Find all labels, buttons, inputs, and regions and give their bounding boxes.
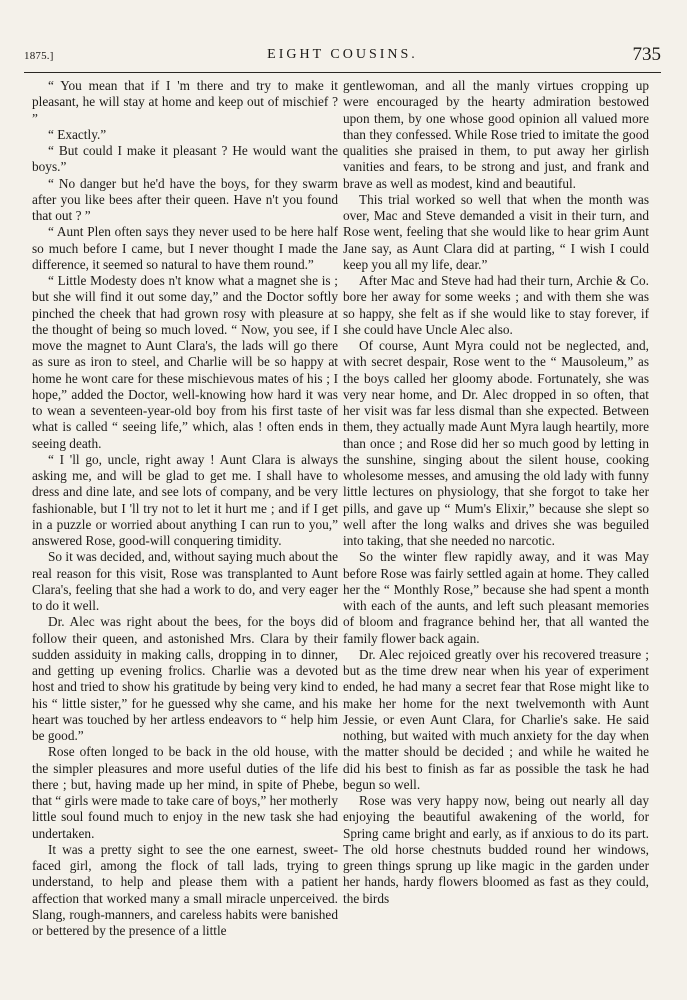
- paragraph: “ But could I make it pleasant ? He would want the boys.”: [32, 143, 338, 175]
- page-number: 735: [632, 44, 661, 65]
- paragraph: It was a pretty sight to see the one earnest, sweet-faced girl, among the flock of tall lads, trying to understand, to help and please them with a patient affection that worked many a small miracle unperceived. Slang, rough-manners, and careless habits were banished or bettered by the presence of a little: [32, 841, 338, 938]
- paragraph: “ Little Modesty does n't know what a magnet she is ; but she will find it out some day,” and the Doctor softly pinched the cheek that had grown rosy with pleasure at the thought of being so much loved. “ Now, you see, if I move the magnet to Aunt Clara's, the lads will go there as sure as iron to steel, and Charlie will be so happy at home he wont care for these mischievous mates of his ; I hope,” added the Doctor, well-knowing how hard it was to wean a seventeen-year-old boy from his first taste of what is called “ seeing life,” which, alas ! often ends in seeing death.: [32, 273, 338, 451]
- header-date: 1875.]: [24, 50, 54, 62]
- paragraph: After Mac and Steve had had their turn, Archie & Co. bore her away for some weeks ; and with them she was so happy, she felt as if she would like to stay forever, if she could have Uncle Alec also.: [343, 273, 649, 337]
- paragraph: Of course, Aunt Myra could not be neglected, and, with secret despair, Rose went to the “ Mausoleum,” as the boys called her gloomy abode. Fortunately, she was very near home, and Dr. Alec dropped in so often, that her visit was far less dismal than she expected. Between them, they actually made Aunt Myra laugh heartily, more than once ; and Rose did her so much good by letting in the sunshine, singing about the silent house, cooking wholesome messes, and amusing the old lady with funny little lectures on physiology, that she forgot to take her pills, and gave up “ Mum's Elixir,” because she slept so well after the long walks and drives she was beguiled into taking, that she needed no narcotic.: [343, 338, 649, 548]
- paragraph: This trial worked so well that when the month was over, Mac and Steve demanded a visit in their turn, and Rose went, feeling that she would like to hear grim Aunt Jane say, as Aunt Clara did at parting, “ I wish I could keep you all my life, dear.”: [343, 191, 649, 272]
- paragraph: “ I 'll go, uncle, right away ! Aunt Clara is always asking me, and will be glad to get me. I shall have to dress and dine late, and see lots of company, and be very fashionable, but I 'll try not to let it hurt me ; and if I get in a puzzle or worried about anything I can run to you,” answered Rose, good-will conquering timidity.: [32, 451, 338, 548]
- paragraph: So the winter flew rapidly away, and it was May before Rose was fairly settled again at home. They called her the “ Monthly Rose,” because she had spent a month with each of the aunts, and left such pleasant memories of bloom and fragrance behind her, that all wanted the family flower back again.: [343, 549, 649, 646]
- header-rule: [24, 72, 661, 73]
- paragraph: “ You mean that if I 'm there and try to make it pleasant, he will stay at home and keep out of mischief ? ”: [32, 78, 338, 126]
- paragraph: “ No danger but he'd have the boys, for they swarm after you like bees after their queen. Have n't you found that out ? ”: [32, 175, 338, 223]
- paragraph: Rose was very happy now, being out nearly all day enjoying the beautiful awakening of the world, for Spring came bright and early, as if anxious to do its part. The old horse chestnuts budded round her windows, green things sprung up like magic in the garden under her hands, hardy flowers bloomed as fast as they could, the birds: [343, 793, 649, 906]
- header-title: EIGHT COUSINS.: [267, 47, 418, 62]
- paragraph: “ Exactly.”: [48, 126, 107, 142]
- right-column: [343, 78, 649, 988]
- left-column: [32, 78, 338, 988]
- paragraph: “ Aunt Plen often says they never used to be here half so much before I came, but I never thought I made the difference, it seemed so natural to have them round.”: [32, 224, 338, 272]
- paragraph-continuation: gentlewoman, and all the manly virtues cropping up were encouraged by the hearty admiration bestowed upon them, by one whose good opinion all valued more than they confessed. While Rose tried to imitate the good qualities she praised in them, to put away her girlish vanities and fears, to be strong and just, and frank and brave as well as modest, kind and beautiful.: [343, 78, 649, 191]
- paragraph: So it was decided, and, without saying much about the real reason for this visit, Rose was transplanted to Aunt Clara's, feeling that she had a work to do, and very eager to do it well.: [32, 549, 338, 613]
- running-header: [24, 44, 661, 70]
- paragraph: Rose often longed to be back in the old house, with the simpler pleasures and more useful duties of the life there ; but, having made up her mind, in spite of Phebe, that “ girls were made to take care of boys,” her motherly little soul found much to enjoy in the new task she had undertaken.: [32, 744, 338, 841]
- paragraph: Dr. Alec rejoiced greatly over his recovered treasure ; but as the time drew near when his year of experiment ended, he had many a secret fear that Rose might like to make her home for the next twelvemonth with Aunt Jessie, or even Aunt Clara, for Charlie's sake. He said nothing, but waited with much anxiety for the day when the matter should be decided ; and while he waited he did his best to finish as far as possible the task he had begun so well.: [343, 646, 649, 792]
- paragraph: Dr. Alec was right about the bees, for the boys did follow their queen, and astonished Mrs. Clara by their sudden assiduity in making calls, dropping in to dinner, and getting up evening frolics. Charlie was a devoted host and tried to show his gratitude by being very kind to his “ little sister,” for he guessed why she came, and his heart was touched by her artless endeavors to “ help him be good.”: [32, 614, 338, 743]
